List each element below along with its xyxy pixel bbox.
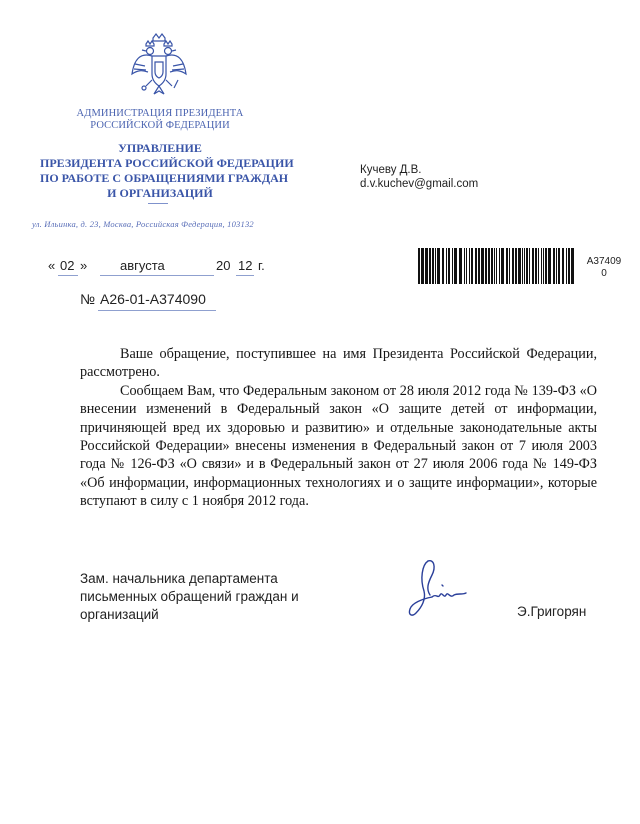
- department-title-line: ПО РАБОТЕ С ОБРАЩЕНИЯМИ ГРАЖДАН: [40, 171, 289, 185]
- number-sign: №: [80, 291, 96, 307]
- barcode-number-line: 0: [601, 268, 607, 279]
- signer-title-line: письменных обращений граждан и: [80, 589, 299, 604]
- body-paragraph: Сообщаем Вам, что Федеральным законом от 28 июля 2012 года № 139-ФЗ «О внесении изменений в Федеральный закон «О защите детей от информации, причиняющей вред их здоровью и развитию» и отдельные законодательные акты Российской Федерации» внесены изменения в Федеральный закон от 7 июля 2003 года № 126-ФЗ «О связи» и в Федеральный закон от 27 июля 2006 года № 149-ФЗ «Об информации, информационных технологиях и о защите информации», которые вступают в силу с 1 ноября 2012 года.: [80, 382, 597, 510]
- recipient-email: d.v.kuchev@gmail.com: [360, 178, 479, 190]
- department-title-line: УПРАВЛЕНИЕ: [118, 141, 202, 155]
- department-title-line: ПРЕЗИДЕНТА РОССИЙСКОЙ ФЕДЕРАЦИИ: [40, 156, 294, 170]
- date-open-quote: «: [48, 258, 56, 273]
- administration-title: [60, 108, 260, 132]
- handwritten-signature: [398, 555, 472, 625]
- reference-number-value: А26-01-А374090: [100, 291, 206, 307]
- admin-title-line: АДМИНИСТРАЦИЯ ПРЕЗИДЕНТА: [76, 108, 244, 119]
- signer-name: Э.Григорян: [517, 604, 587, 619]
- date-underline: [100, 275, 214, 276]
- header-divider: [148, 203, 168, 204]
- coat-of-arms-icon: [126, 30, 192, 102]
- date-day: 02: [60, 258, 75, 273]
- body-paragraph: Ваше обращение, поступившее на имя Президента Российской Федерации, рассмотрено.: [80, 346, 597, 381]
- reference-number: [80, 291, 230, 313]
- sender-address: ул. Ильинка, д. 23, Москва, Российская Федерация, 103132: [32, 219, 254, 229]
- letter-body: [80, 345, 597, 511]
- date-underline: [58, 275, 78, 276]
- date-close-quote: »: [80, 258, 88, 273]
- letter-date: [48, 258, 288, 278]
- date-year-prefix: 20: [216, 258, 231, 273]
- barcode-number: [584, 256, 624, 280]
- barcode-number-line: А37409: [586, 256, 622, 267]
- date-underline: [236, 275, 254, 276]
- date-year-suffix: 12: [238, 258, 253, 273]
- date-month: августа: [120, 258, 165, 273]
- department-title-line: И ОРГАНИЗАЦИЙ: [107, 186, 213, 200]
- signer-title-line: Зам. начальника департамента: [80, 571, 278, 586]
- department-title: [40, 141, 294, 201]
- recipient-block: [360, 163, 478, 191]
- barcode-icon: [416, 248, 580, 284]
- reference-underline: [98, 310, 216, 311]
- signer-title: [80, 570, 320, 624]
- signer-title-line: организаций: [80, 607, 159, 622]
- date-year-label: г.: [258, 258, 265, 273]
- recipient-name: Кучеву Д.В.: [360, 164, 422, 176]
- admin-title-line: РОССИЙСКОЙ ФЕДЕРАЦИИ: [90, 120, 230, 131]
